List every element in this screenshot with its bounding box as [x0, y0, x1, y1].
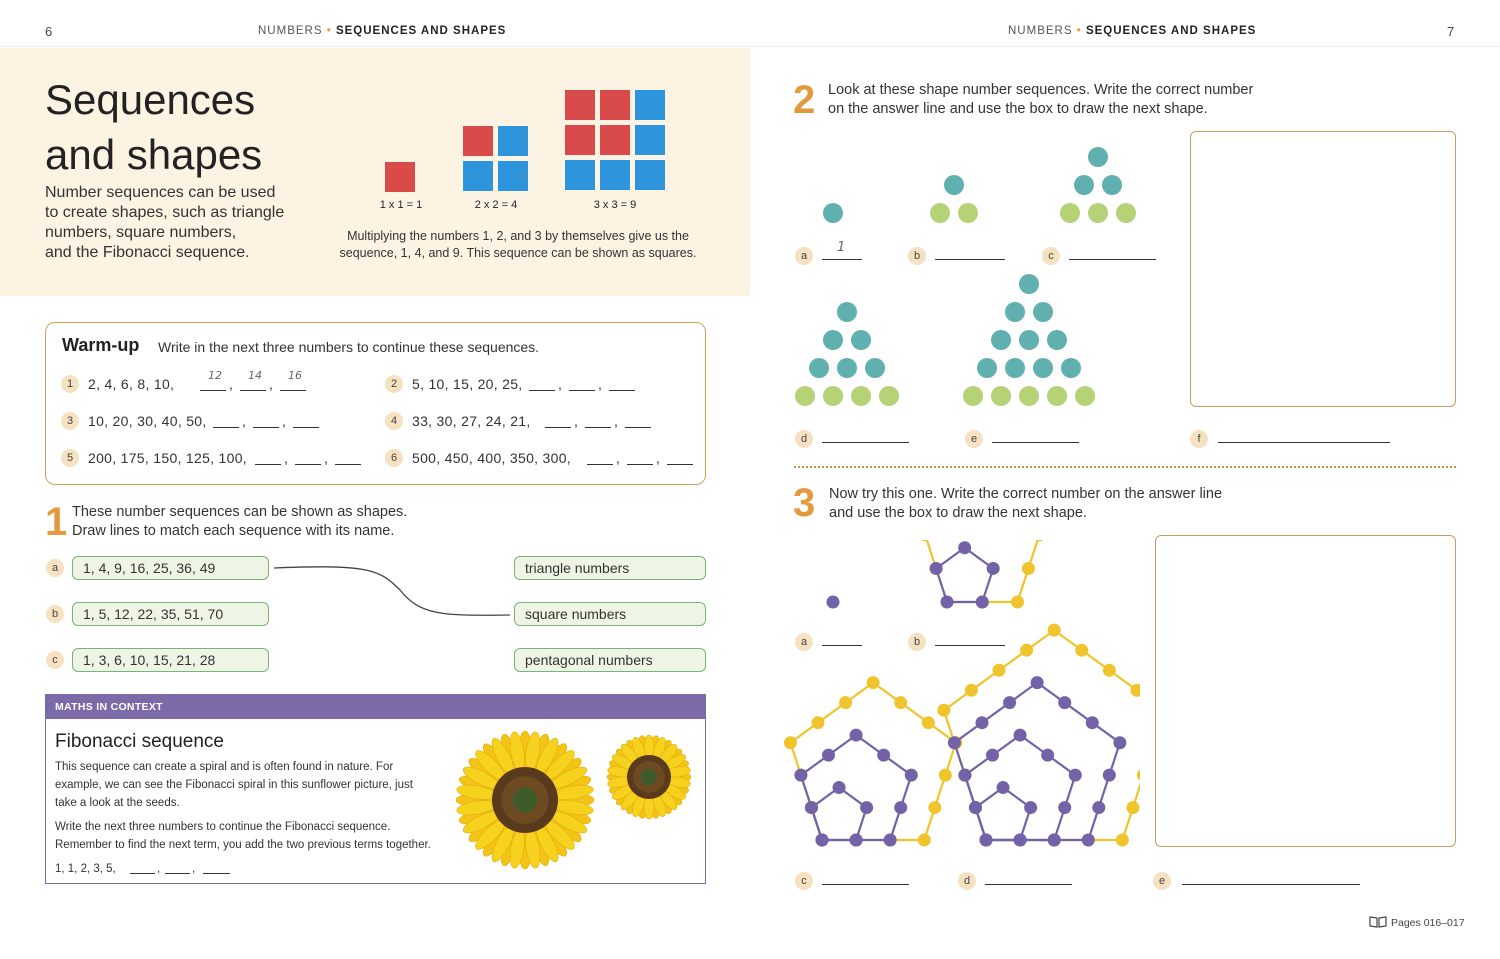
warmup-item-badge: 3	[61, 412, 79, 430]
left-section-header	[258, 25, 506, 37]
pattern-dot	[1047, 330, 1067, 350]
right-section-header	[1008, 25, 1256, 37]
pattern-dot	[816, 834, 829, 847]
header-divider	[0, 46, 1500, 47]
square-2x2	[463, 126, 528, 191]
sunflower-illustration	[443, 724, 703, 874]
pattern-dot	[987, 562, 1000, 575]
answer-line[interactable]	[935, 259, 1005, 260]
answer-line[interactable]	[822, 259, 862, 260]
pattern-dot	[976, 596, 989, 609]
pattern-dot	[1003, 696, 1016, 709]
pattern-dot	[977, 358, 997, 378]
intro-text: Number sequences can be used to create shapes, such as triangle numbers, square numbers, and the Fibonacci sequence.	[45, 184, 285, 261]
pentagon-dot-patterns	[780, 540, 1140, 860]
warmup-instruction: Write in the next three numbers to continue these sequences.	[158, 339, 540, 355]
pattern-e	[963, 274, 1095, 406]
answer-line[interactable]	[822, 645, 862, 646]
pattern-dot	[822, 749, 835, 762]
pattern-dot	[1082, 834, 1095, 847]
q2-letter-badge: f	[1190, 430, 1208, 448]
handwritten-answer: 16	[288, 369, 302, 382]
answer-line[interactable]	[1218, 442, 1390, 443]
pattern-dot	[948, 736, 961, 749]
pattern-dot	[1019, 386, 1039, 406]
pattern-dot	[905, 769, 918, 782]
answer-line[interactable]	[130, 873, 155, 874]
pattern-dot	[1075, 386, 1095, 406]
q1-letter-badge: a	[46, 559, 64, 577]
page-reference: Pages 016–017	[1391, 917, 1465, 929]
pattern-dot	[1024, 801, 1037, 814]
section-prefix: NUMBERS	[258, 25, 323, 37]
pattern-dot	[823, 330, 843, 350]
answer-line[interactable]	[985, 884, 1072, 885]
answer-line[interactable]	[280, 390, 306, 391]
pattern-c	[784, 676, 962, 846]
warmup-sequence: 5, 10, 15, 20, 25,	[412, 376, 523, 392]
sequence-pill[interactable]: 1, 3, 6, 10, 15, 21, 28	[72, 648, 269, 672]
pattern-dot	[837, 302, 857, 322]
handwritten-answer: 14	[248, 369, 262, 382]
pentagon-outline	[812, 788, 867, 841]
pattern-dot	[1022, 562, 1035, 575]
q3-letter-badge: d	[958, 872, 976, 890]
sequence-name-pill[interactable]: square numbers	[514, 602, 706, 626]
square-label-2: 2 x 2 = 4	[474, 199, 518, 211]
pentagon-outline	[925, 540, 1039, 602]
pattern-dot	[928, 801, 941, 814]
pattern-dot	[851, 386, 871, 406]
q2-letter-badge: a	[795, 247, 813, 265]
warmup-sequence: 10, 20, 30, 40, 50,	[88, 413, 207, 429]
page-title-line-2: and shapes	[45, 131, 263, 178]
pattern-dot	[975, 716, 988, 729]
pattern-dot	[811, 716, 824, 729]
pattern-dot	[1102, 175, 1122, 195]
pattern-dot	[919, 540, 932, 541]
pattern-dot	[1058, 696, 1071, 709]
pattern-dot	[1005, 358, 1025, 378]
pattern-dot	[860, 801, 873, 814]
pattern-dot	[1092, 801, 1105, 814]
pattern-dot	[1137, 769, 1140, 782]
answer-line[interactable]	[569, 390, 595, 391]
seed-head-center	[641, 769, 658, 786]
section-title: SEQUENCES AND SHAPES	[335, 25, 507, 37]
q3-letter-badge: a	[795, 633, 813, 651]
pattern-dot	[823, 203, 843, 223]
pentagon-outline	[976, 788, 1031, 841]
pattern-dot	[997, 781, 1010, 794]
answer-line[interactable]	[1182, 884, 1360, 885]
warmup-item-badge: 6	[385, 449, 403, 467]
pattern-dot	[839, 696, 852, 709]
pattern-dot	[991, 330, 1011, 350]
pattern-dot	[1061, 358, 1081, 378]
question-1-text: These number sequences can be shown as shapes. Draw lines to match each sequence with its name.	[72, 504, 408, 539]
pattern-dot	[958, 541, 971, 554]
warmup-item-badge: 2	[385, 375, 403, 393]
section-separator: •	[1076, 25, 1082, 37]
pattern-dot	[784, 736, 797, 749]
pattern-dot	[795, 386, 815, 406]
square-1x1	[385, 162, 415, 192]
q2-letter-badge: e	[965, 430, 983, 448]
question-2-number: 2	[793, 78, 816, 122]
pattern-dot	[969, 801, 982, 814]
q3-letter-badge: b	[908, 633, 926, 651]
book-icon	[1369, 915, 1387, 928]
pattern-dot	[894, 696, 907, 709]
pattern-dot	[941, 596, 954, 609]
answer-line[interactable]	[609, 390, 635, 391]
pattern-dot	[1103, 769, 1116, 782]
warmup-sequence: 2, 4, 6, 8, 10,	[88, 376, 175, 392]
pattern-dot	[1031, 676, 1044, 689]
pattern-dot	[867, 676, 880, 689]
answer-line[interactable]	[165, 873, 190, 874]
pattern-dot	[1113, 736, 1126, 749]
large-sunflower	[456, 731, 594, 869]
warmup-sequence: 33, 30, 27, 24, 21,	[412, 413, 531, 429]
pentagon-outline	[936, 548, 993, 602]
question-3-number: 3	[793, 481, 816, 525]
pattern-dot	[1074, 175, 1094, 195]
pattern-dot	[1069, 769, 1082, 782]
pattern-dot	[1126, 801, 1139, 814]
handwritten-answer-a: 1	[837, 240, 846, 255]
answer-line[interactable]	[935, 645, 1005, 646]
answer-line[interactable]	[587, 464, 613, 465]
answer-line[interactable]	[335, 464, 361, 465]
maths-in-context-bar: MATHS IN CONTEXT	[46, 695, 705, 719]
pattern-dot	[1086, 716, 1099, 729]
answer-line[interactable]	[822, 442, 909, 443]
pattern-dot	[930, 562, 943, 575]
pattern-dot	[1088, 203, 1108, 223]
fibonacci-paragraph-1: This sequence can create a spiral and is often found in nature. For example, we can see the Fibonacci spiral in this sunflower picture, just take a look at the seeds.	[55, 761, 413, 809]
pattern-dot	[991, 386, 1011, 406]
answer-line[interactable]	[293, 427, 319, 428]
pattern-dot	[851, 330, 871, 350]
answer-line[interactable]	[627, 464, 653, 465]
pattern-dot	[980, 834, 993, 847]
answer-line[interactable]	[213, 427, 239, 428]
pattern-dot	[1014, 729, 1027, 742]
small-sunflower	[607, 735, 691, 819]
pattern-dot	[963, 386, 983, 406]
square-label-3: 3 x 3 = 9	[593, 199, 637, 211]
pattern-d	[937, 624, 1140, 847]
pattern-dot	[1088, 147, 1108, 167]
q2-letter-badge: b	[908, 247, 926, 265]
pattern-dot	[1116, 834, 1129, 847]
seed-head-center	[512, 787, 537, 812]
question-2-text: Look at these shape number sequences. Write the correct number on the answer line and use the box to draw the next shape.	[828, 82, 1254, 117]
handwritten-answer: 12	[208, 369, 222, 382]
answer-line[interactable]	[625, 427, 651, 428]
square-numbers-illustration	[380, 88, 670, 194]
matching-line	[270, 560, 515, 622]
fibonacci-title: Fibonacci sequence	[55, 731, 224, 752]
q2-letter-badge: c	[1042, 247, 1060, 265]
pattern-dot	[1048, 624, 1061, 637]
sequence-pill[interactable]: 1, 5, 12, 22, 35, 51, 70	[72, 602, 269, 626]
section-title: SEQUENCES AND SHAPES	[1085, 25, 1257, 37]
pattern-dot	[1048, 834, 1061, 847]
square-3x3	[565, 90, 665, 190]
section-separator: •	[326, 25, 332, 37]
pattern-dot	[865, 358, 885, 378]
q1-letter-badge: c	[46, 651, 64, 669]
pattern-dot	[827, 596, 840, 609]
squares-caption: Multiplying the numbers 1, 2, and 3 by themselves give us the sequence, 1, 4, and 9. This sequence can be shown as squares.	[339, 229, 697, 260]
sequence-pill[interactable]: 1, 4, 9, 16, 25, 36, 49	[72, 556, 269, 580]
warmup-sequence: 200, 175, 150, 125, 100,	[88, 450, 247, 466]
answer-line[interactable]	[200, 390, 226, 391]
pattern-dot	[1019, 274, 1039, 294]
pattern-dot	[1075, 644, 1088, 657]
pattern-dot	[965, 684, 978, 697]
sequence-name-pill[interactable]: triangle numbers	[514, 556, 706, 580]
answer-line[interactable]	[295, 464, 321, 465]
pattern-dot	[1041, 749, 1054, 762]
pattern-dot	[958, 769, 971, 782]
warmup-item-badge: 1	[61, 375, 79, 393]
pattern-dot	[850, 729, 863, 742]
q2-letter-badge: d	[795, 430, 813, 448]
pattern-dot	[850, 834, 863, 847]
right-page-number: 7	[1447, 24, 1455, 39]
pattern-c	[1060, 147, 1136, 223]
pattern-dot	[877, 749, 890, 762]
pattern-dot	[1033, 302, 1053, 322]
pattern-dot	[879, 386, 899, 406]
pattern-dot	[1005, 302, 1025, 322]
warmup-item-badge: 5	[61, 449, 79, 467]
warmup-sequence: 500, 450, 400, 350, 300,	[412, 450, 571, 466]
answer-line[interactable]	[1069, 259, 1156, 260]
pattern-dot	[1014, 834, 1027, 847]
pattern-b	[919, 540, 1046, 609]
question-3-text: Now try this one. Write the correct number on the answer line and use the box to draw the next shape.	[829, 486, 1223, 521]
square-label-1: 1 x 1 = 1	[379, 199, 423, 211]
pattern-dot	[958, 203, 978, 223]
pattern-dot	[837, 358, 857, 378]
answer-line[interactable]	[240, 390, 266, 391]
answer-line[interactable]	[255, 464, 281, 465]
pattern-dot	[1047, 386, 1067, 406]
pattern-dot	[794, 769, 807, 782]
sequence-name-pill[interactable]: pentagonal numbers	[514, 648, 706, 672]
pattern-dot	[944, 175, 964, 195]
answer-line[interactable]	[545, 427, 571, 428]
answer-line[interactable]	[667, 464, 693, 465]
triangle-dot-patterns	[780, 140, 1180, 420]
pattern-dot	[1019, 330, 1039, 350]
pattern-dot	[1103, 664, 1116, 677]
pattern-a	[823, 203, 843, 223]
pattern-dot	[986, 749, 999, 762]
pattern-b	[930, 175, 978, 223]
pattern-dot	[1033, 358, 1053, 378]
section-prefix: NUMBERS	[1008, 25, 1073, 37]
answer-line[interactable]	[585, 427, 611, 428]
pattern-dot	[937, 704, 950, 717]
q3-drawing-box[interactable]	[1155, 535, 1456, 847]
pattern-dot	[805, 801, 818, 814]
fibonacci-sequence: 1, 1, 2, 3, 5,	[55, 863, 116, 875]
fibonacci-paragraph-2: Write the next three numbers to continue the Fibonacci sequence. Remember to find the next term, you add the two previous terms together.	[55, 821, 431, 851]
pattern-dot	[922, 716, 935, 729]
pattern-dot	[1033, 540, 1046, 541]
pattern-d	[795, 302, 899, 406]
q3-letter-badge: c	[795, 872, 813, 890]
section-divider	[794, 466, 1456, 468]
pattern-dot	[993, 664, 1006, 677]
answer-line[interactable]	[992, 442, 1079, 443]
pattern-dot	[1060, 203, 1080, 223]
pattern-dot	[1020, 644, 1033, 657]
pattern-dot	[918, 834, 931, 847]
answer-line[interactable]	[253, 427, 279, 428]
warmup-title: Warm-up	[62, 335, 140, 355]
pattern-dot	[894, 801, 907, 814]
pattern-dot	[939, 769, 952, 782]
page-title-line-1: Sequences	[45, 76, 256, 123]
pattern-dot	[833, 781, 846, 794]
pattern-dot	[884, 834, 897, 847]
answer-line[interactable]	[203, 873, 230, 874]
pattern-dot	[930, 203, 950, 223]
pattern-dot	[809, 358, 829, 378]
pattern-dot	[823, 386, 843, 406]
answer-line[interactable]	[822, 884, 909, 885]
pattern-dot	[1116, 203, 1136, 223]
warmup-item-badge: 4	[385, 412, 403, 430]
left-page-number: 6	[45, 24, 53, 39]
q3-letter-badge: e	[1153, 872, 1171, 890]
q1-letter-badge: b	[46, 605, 64, 623]
pattern-dot	[1011, 596, 1024, 609]
question-1-number: 1	[45, 500, 68, 544]
pattern-dot	[1058, 801, 1071, 814]
answer-line[interactable]	[529, 390, 555, 391]
q2-drawing-box[interactable]	[1190, 131, 1456, 407]
